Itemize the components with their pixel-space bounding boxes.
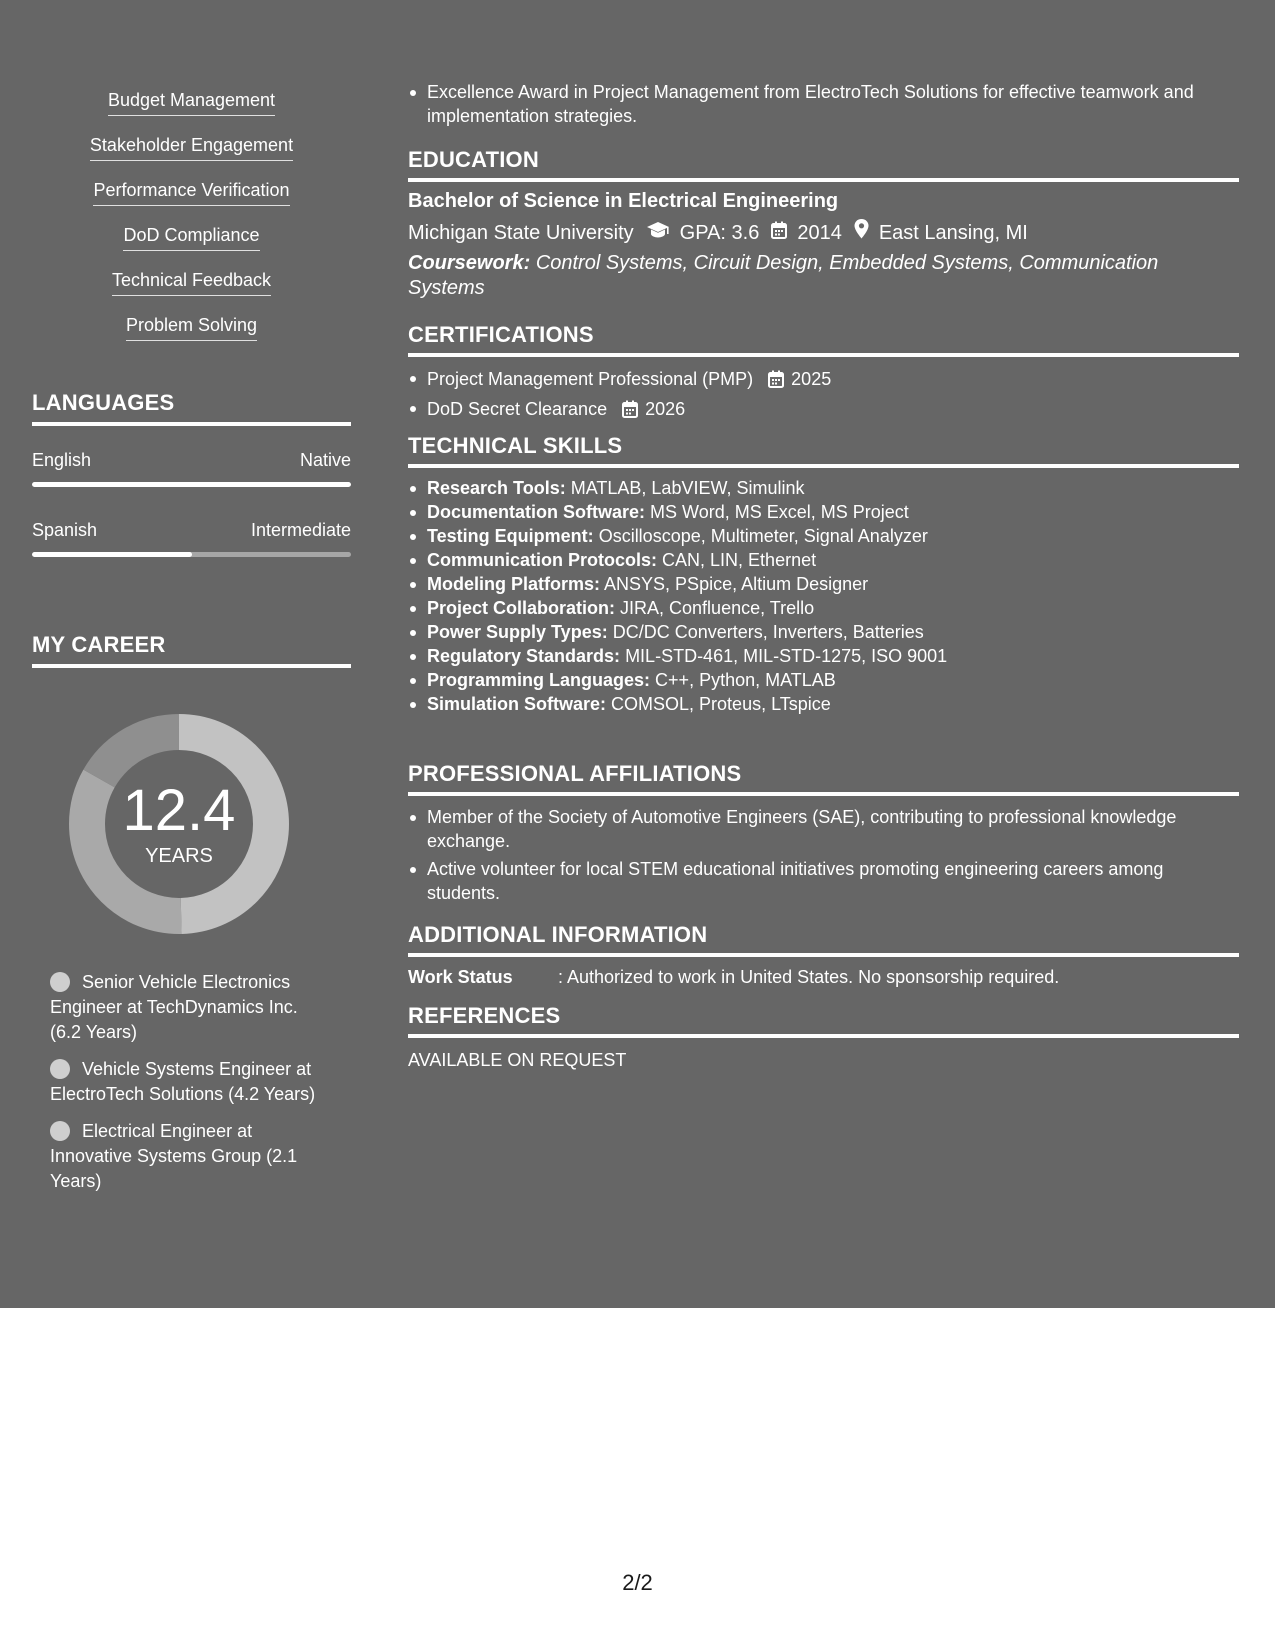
work-status-label: Work Status (408, 967, 513, 987)
education-section (408, 147, 1239, 301)
skill-item: Programming Languages: C++, Python, MATLAB (408, 668, 1239, 692)
graduation-cap-icon (646, 220, 670, 246)
career-item: Vehicle Systems Engineer at ElectroTech Solutions (4.2 Years) (50, 1059, 316, 1104)
skill-item: Project Collaboration: JIRA, Confluence, Trello (408, 596, 1239, 620)
career-total-unit: YEARS (145, 845, 213, 867)
strength-item: Stakeholder Engagement (32, 131, 351, 176)
certifications-heading: CERTIFICATIONS (408, 322, 1239, 357)
technical-skills-heading: TECHNICAL SKILLS (408, 433, 1239, 468)
awards-section (408, 80, 1239, 128)
career-total-value: 12.4 (122, 778, 236, 843)
education-degree: Bachelor of Science in Electrical Engineering (408, 190, 839, 212)
skill-item: Documentation Software: MS Word, MS Excel, MS Project (408, 500, 1239, 524)
calendar-icon (768, 369, 784, 396)
page-number: 2/2 (622, 1570, 653, 1595)
references-text: AVAILABLE ON REQUEST (408, 1050, 627, 1070)
certifications-section (408, 322, 1239, 426)
affiliations-section (408, 761, 1239, 905)
language-level: Intermediate (250, 520, 351, 540)
education-heading: EDUCATION (408, 147, 1239, 182)
career-list (50, 970, 330, 1206)
language-level: Native (299, 450, 351, 470)
calendar-icon (622, 399, 638, 426)
strength-item: Performance Verification (32, 176, 351, 221)
certification-year: 2026 (645, 399, 686, 419)
certification-item: DoD Secret Clearance 2026 (408, 396, 1239, 426)
skill-item: Research Tools: MATLAB, LabVIEW, Simulink (408, 476, 1239, 500)
career-total (66, 711, 292, 937)
coursework-text: Control Systems, Circuit Design, Embedded Systems, Communication Systems (408, 252, 1159, 299)
certification-item: Project Management Professional (PMP) 2025 (408, 366, 1239, 396)
calendar-icon (771, 220, 787, 246)
language-spanish (32, 518, 351, 557)
language-proficiency-bar (32, 552, 351, 557)
education-school: Michigan State University (408, 221, 634, 244)
skill-item: Simulation Software: COMSOL, Proteus, LTspice (408, 692, 1239, 716)
strength-item: DoD Compliance (32, 221, 351, 266)
education-meta (408, 219, 1239, 246)
references-heading: REFERENCES (408, 1003, 1239, 1038)
strengths-list (32, 86, 351, 356)
language-english (32, 448, 351, 487)
additional-information-heading: ADDITIONAL INFORMATION (408, 922, 1239, 957)
education-year: 2014 (797, 221, 842, 244)
technical-skills-section (408, 433, 1239, 716)
work-status-value: : Authorized to work in United States. No sponsorship required. (558, 967, 1060, 987)
strength-item: Problem Solving (32, 311, 351, 356)
skill-item: Communication Protocols: CAN, LIN, Ethernet (408, 548, 1239, 572)
language-proficiency-bar (32, 482, 351, 487)
language-proficiency-fill (32, 552, 192, 557)
career-heading: MY CAREER (32, 632, 351, 668)
skill-item: Regulatory Standards: MIL-STD-461, MIL-STD-1275, ISO 9001 (408, 644, 1239, 668)
career-dot-icon (50, 1121, 70, 1141)
skill-item: Modeling Platforms: ANSYS, PSpice, Altium Designer (408, 572, 1239, 596)
languages-heading: LANGUAGES (32, 390, 351, 426)
affiliation-item: Member of the Society of Automotive Engineers (SAE), contributing to professional knowledge exchange. (408, 805, 1239, 853)
affiliations-heading: PROFESSIONAL AFFILIATIONS (408, 761, 1239, 796)
language-proficiency-fill (32, 482, 351, 487)
skill-item: Power Supply Types: DC/DC Converters, Inverters, Batteries (408, 620, 1239, 644)
skill-item: Testing Equipment: Oscilloscope, Multimeter, Signal Analyzer (408, 524, 1239, 548)
language-name: English (32, 450, 92, 470)
career-item: Electrical Engineer at Innovative Systems Group (2.1 Years) (50, 1121, 298, 1191)
affiliation-item: Active volunteer for local STEM educational initiatives promoting engineering careers among students. (408, 857, 1239, 905)
strength-item: Technical Feedback (32, 266, 351, 311)
education-location: East Lansing, MI (878, 221, 1028, 244)
location-pin-icon (854, 219, 869, 246)
additional-information-section (408, 922, 1239, 989)
references-section (408, 1003, 1239, 1072)
work-status-row (408, 965, 1239, 989)
award-item: Excellence Award in Project Management from ElectroTech Solutions for effective teamwork and implementation strategies. (408, 80, 1239, 128)
education-gpa: GPA: 3.6 (679, 221, 760, 244)
career-dot-icon (50, 972, 70, 992)
coursework-label: Coursework: (408, 252, 531, 274)
career-item: Senior Vehicle Electronics Engineer at TechDynamics Inc. (6.2 Years) (50, 972, 298, 1042)
education-coursework (408, 251, 1239, 301)
career-dot-icon (50, 1059, 70, 1079)
language-name: Spanish (32, 520, 98, 540)
strength-item: Budget Management (32, 86, 351, 131)
certification-year: 2025 (791, 369, 832, 389)
